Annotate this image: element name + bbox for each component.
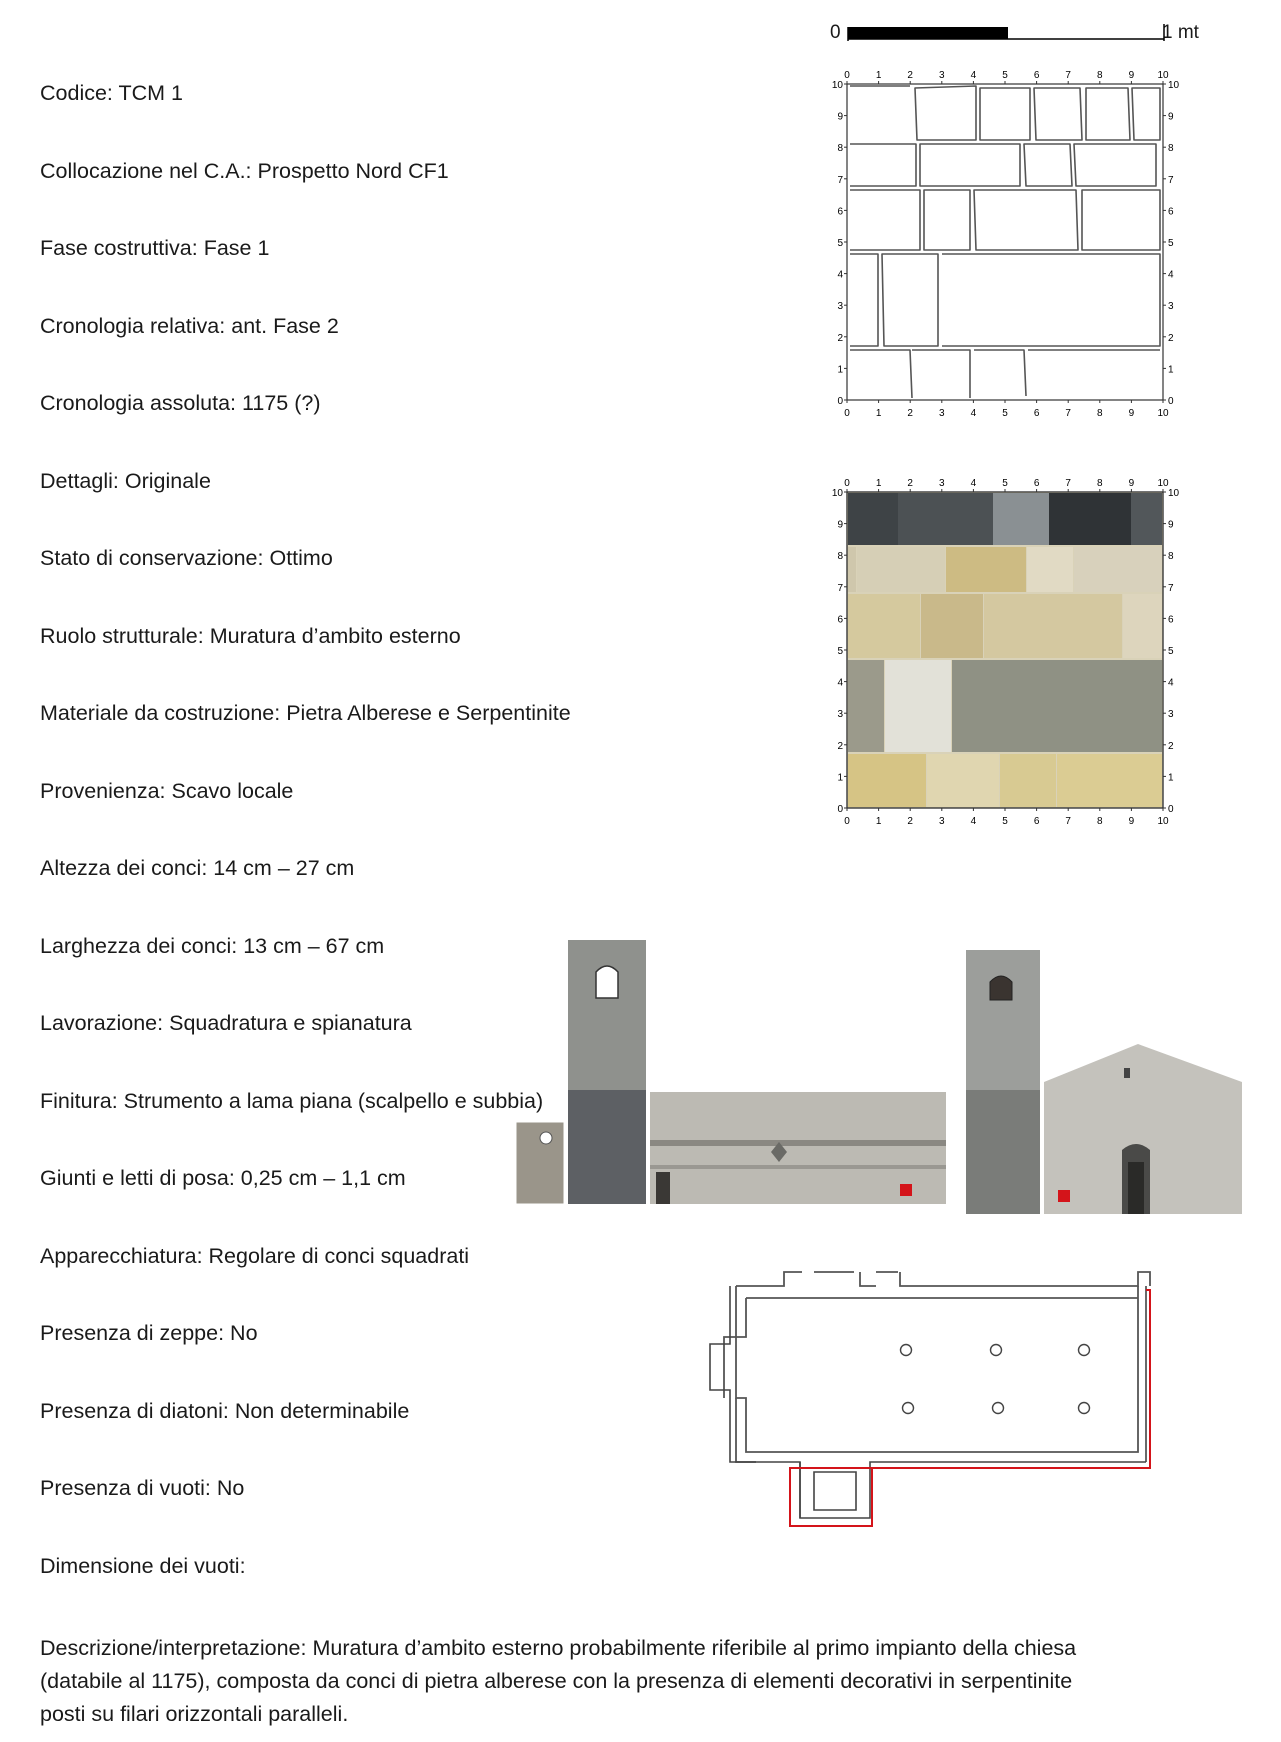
axis-tick-label: 7 (1168, 174, 1174, 186)
axis-tick-label: 2 (907, 478, 913, 489)
field-value: No (230, 1321, 258, 1345)
field-row (40, 1165, 406, 1191)
field-label: Collocazione nel C.A.: (40, 158, 252, 183)
axis-tick-label: 1 (1168, 364, 1174, 376)
field-value: Fase 1 (203, 236, 270, 260)
description-label: Descrizione/interpretazione: (40, 1636, 307, 1660)
axis-tick-label: 5 (1002, 816, 1008, 827)
axis-tick-label: 9 (1168, 111, 1174, 123)
field-row (40, 778, 293, 804)
axis-tick-label: 0 (1168, 396, 1174, 407)
axis-tick-label: 4 (970, 70, 977, 81)
field-row (40, 158, 449, 184)
axis-tick-label: 6 (1033, 478, 1040, 489)
field-value: Regolare di conci squadrati (208, 1243, 470, 1268)
field-label: Presenza di vuoti: (40, 1476, 211, 1500)
axis-tick-label: 4 (970, 408, 977, 419)
axis-tick-label: 0 (844, 816, 850, 827)
axis-tick-label: 10 (1168, 488, 1180, 499)
facade-elevation (966, 950, 1246, 1220)
axis-tick-label: 10 (1157, 816, 1169, 827)
field-row (40, 80, 183, 106)
axis-tick-label: 7 (837, 174, 843, 186)
axis-tick-label: 8 (1097, 816, 1103, 827)
field-value: No (216, 1476, 245, 1500)
field-label: Dimensione dei vuoti: (40, 1553, 246, 1578)
field-label: Larghezza dei conci: (40, 933, 238, 958)
field-value: Prospetto Nord CF1 (257, 158, 449, 183)
axis-tick-label: 0 (844, 478, 850, 489)
field-row (40, 390, 320, 416)
axis-tick-label: 1 (837, 364, 843, 376)
field-row (40, 545, 333, 571)
ruined-wall (516, 1122, 564, 1204)
field-label: Materiale da costruzione: (40, 701, 281, 725)
church-plan (690, 1262, 1170, 1592)
axis-tick-label: 3 (837, 301, 843, 313)
axis-tick-label: 7 (1065, 70, 1071, 81)
axis-tick-label: 5 (1168, 646, 1174, 657)
drawing-frame (847, 84, 1163, 400)
axis-tick-label: 5 (837, 646, 843, 657)
field-row (40, 1010, 412, 1036)
axis-tick-label: 6 (837, 614, 843, 626)
axis-tick-label: 1 (837, 772, 843, 784)
field-label: Presenza di zeppe: (40, 1321, 225, 1345)
field-row (40, 235, 269, 261)
axis-tick-label: 2 (1168, 332, 1174, 344)
field-row (40, 468, 211, 494)
field-value: 0,25 cm – 1,1 cm (240, 1166, 406, 1190)
axis-tick-label: 2 (837, 332, 843, 344)
plan-columns (901, 1345, 1090, 1414)
field-row (40, 1320, 258, 1346)
field-value: 1175 (?) (242, 391, 321, 415)
field-row (40, 1088, 543, 1114)
tower-window (596, 966, 618, 998)
axis-tick-label: 4 (837, 677, 843, 689)
field-row (40, 623, 461, 649)
axis-tick-label: 1 (1168, 772, 1174, 784)
axis-tick-label: 3 (939, 408, 945, 419)
axis-tick-label: 9 (1128, 70, 1135, 81)
field-row (40, 313, 339, 339)
axis-tick-label: 10 (831, 80, 843, 91)
field-row (40, 1398, 409, 1424)
field-label: Apparecchiatura: (40, 1243, 203, 1268)
axis-tick-label: 8 (1097, 408, 1103, 419)
axis-tick-label: 9 (1128, 408, 1135, 419)
axis-tick-label: 5 (1002, 478, 1008, 489)
axis-tick-label: 3 (939, 816, 945, 827)
axis-tick-label: 8 (1168, 551, 1174, 563)
axis-tick-label: 9 (837, 111, 843, 123)
axis-tick-label: 5 (1168, 238, 1174, 249)
description-text: Muratura d’ambito esterno probabilmente riferibile al primo impianto della chiesa (databile al 1175), composta da conci di pietra alberese con la presenza di elementi decorativi in serpentinite posti su filari orizzontali paralleli. (40, 1636, 1077, 1726)
axis-tick-label: 3 (1168, 301, 1174, 313)
axis-tick-label: 5 (1002, 408, 1008, 419)
axis-tick-label: 2 (907, 408, 913, 419)
field-label: Ruolo strutturale: (40, 623, 204, 648)
axis-tick-label: 10 (1157, 478, 1169, 489)
scale-bar-end-label: 1 mt (1162, 22, 1199, 43)
axis-tick-label: 9 (837, 519, 843, 531)
axis-tick-label: 10 (1168, 80, 1180, 91)
axis-tick-label: 4 (1168, 269, 1174, 281)
axis-tick-label: 1 (875, 408, 882, 419)
axis-tick-label: 6 (837, 206, 843, 218)
axis-tick-label: 4 (970, 478, 977, 489)
masonry-photo (820, 474, 1210, 834)
sample-marker (900, 1184, 912, 1196)
axis-tick-label: 5 (837, 238, 843, 249)
side-door (656, 1172, 670, 1204)
axis-tick-label: 4 (1168, 677, 1174, 689)
axis-tick-label: 0 (837, 804, 843, 815)
field-label: Fase costruttiva: (40, 236, 198, 260)
axis-tick-label: 8 (1097, 478, 1103, 489)
field-label: Giunti e letti di posa: (40, 1166, 235, 1190)
axis-tick-label: 2 (837, 740, 843, 752)
axis-tick-label: 1 (875, 70, 882, 81)
axis-tick-label: 6 (1033, 816, 1040, 827)
field-value: ant. Fase 2 (231, 313, 339, 338)
field-value: Ottimo (269, 546, 333, 570)
axis-tick-label: 3 (837, 709, 843, 721)
axis-tick-label: 3 (939, 70, 945, 81)
field-row (40, 1553, 246, 1579)
axis-tick-label: 1 (875, 816, 882, 827)
axis-tick-label: 6 (1033, 408, 1040, 419)
stone-blocks (848, 493, 1162, 807)
plan-walls (706, 1272, 1150, 1462)
axis-tick-label: 10 (1157, 70, 1169, 81)
masonry-drawing (820, 66, 1210, 426)
field-value: Non determinabile (234, 1398, 410, 1423)
field-label: Codice: (40, 81, 113, 105)
field-label: Lavorazione: (40, 1011, 164, 1035)
axis-tick-label: 8 (837, 551, 843, 563)
axis-tick-label: 1 (875, 478, 882, 489)
field-label: Dettagli: (40, 468, 119, 493)
field-label: Cronologia relativa: (40, 313, 226, 338)
field-label: Stato di conservazione: (40, 546, 264, 570)
facade-tower-window (990, 976, 1012, 1000)
axis-tick-label: 10 (831, 488, 843, 499)
description-paragraph (40, 1632, 1120, 1731)
field-label: Cronologia assoluta: (40, 391, 237, 415)
field-label: Finitura: (40, 1088, 118, 1113)
axis-tick-label: 8 (1097, 70, 1103, 81)
axis-tick-label: 0 (844, 408, 850, 419)
axis-tick-label: 0 (837, 396, 843, 407)
field-label: Altezza dei conci: (40, 856, 208, 880)
axis-tick-label: 7 (1065, 478, 1071, 489)
scale-bar-start-label: 0 (830, 22, 841, 43)
field-row (40, 1243, 469, 1269)
field-value: Strumento a lama piana (scalpello e subbia) (123, 1088, 544, 1113)
field-label: Provenienza: (40, 778, 166, 803)
axis-tick-label: 7 (1065, 408, 1071, 419)
scale-bar (830, 20, 1220, 50)
field-label: Presenza di diatoni: (40, 1398, 229, 1423)
axis-tick-label: 10 (1157, 408, 1169, 419)
axis-tick-label: 5 (1002, 70, 1008, 81)
axis-tick-label: 4 (837, 269, 843, 281)
field-value: Muratura d’ambito esterno (209, 623, 461, 648)
axis-tick-label: 7 (1065, 816, 1071, 827)
axis-tick-label: 8 (1168, 143, 1174, 155)
field-value: Pietra Alberese e Serpentinite (286, 701, 571, 725)
axis-tick-label: 6 (1168, 206, 1174, 218)
axis-tick-label: 2 (907, 70, 913, 81)
field-value: Scavo locale (171, 778, 294, 803)
field-row (40, 933, 384, 959)
axis-tick-label: 6 (1168, 614, 1174, 626)
field-row (40, 700, 571, 726)
axis-tick-label: 7 (1168, 582, 1174, 594)
axis-tick-label: 9 (1128, 816, 1135, 827)
plan-highlighted-wall (790, 1290, 1150, 1526)
axis-tick-label: 6 (1033, 70, 1040, 81)
axis-tick-label: 9 (1168, 519, 1174, 531)
north-elevation (516, 940, 956, 1210)
scale-bar-graphic (848, 20, 1178, 50)
field-value: 13 cm – 67 cm (243, 933, 385, 958)
axis-tick-label: 8 (837, 143, 843, 155)
axis-tick-label: 7 (837, 582, 843, 594)
field-row (40, 855, 354, 881)
axis-tick-label: 3 (1168, 709, 1174, 721)
axis-tick-label: 0 (1168, 804, 1174, 815)
sample-marker-facade (1058, 1190, 1070, 1202)
axis-tick-label: 2 (907, 816, 913, 827)
field-value: TCM 1 (118, 81, 183, 105)
axis-tick-label: 4 (970, 816, 977, 827)
axis-tick-label: 0 (844, 70, 850, 81)
axis-tick-label: 3 (939, 478, 945, 489)
field-value: Squadratura e spianatura (169, 1011, 412, 1035)
field-row (40, 1475, 244, 1501)
axis-tick-label: 9 (1128, 478, 1135, 489)
axis-tick-label: 2 (1168, 740, 1174, 752)
field-value: 14 cm – 27 cm (213, 856, 355, 880)
field-value: Originale (124, 468, 211, 493)
